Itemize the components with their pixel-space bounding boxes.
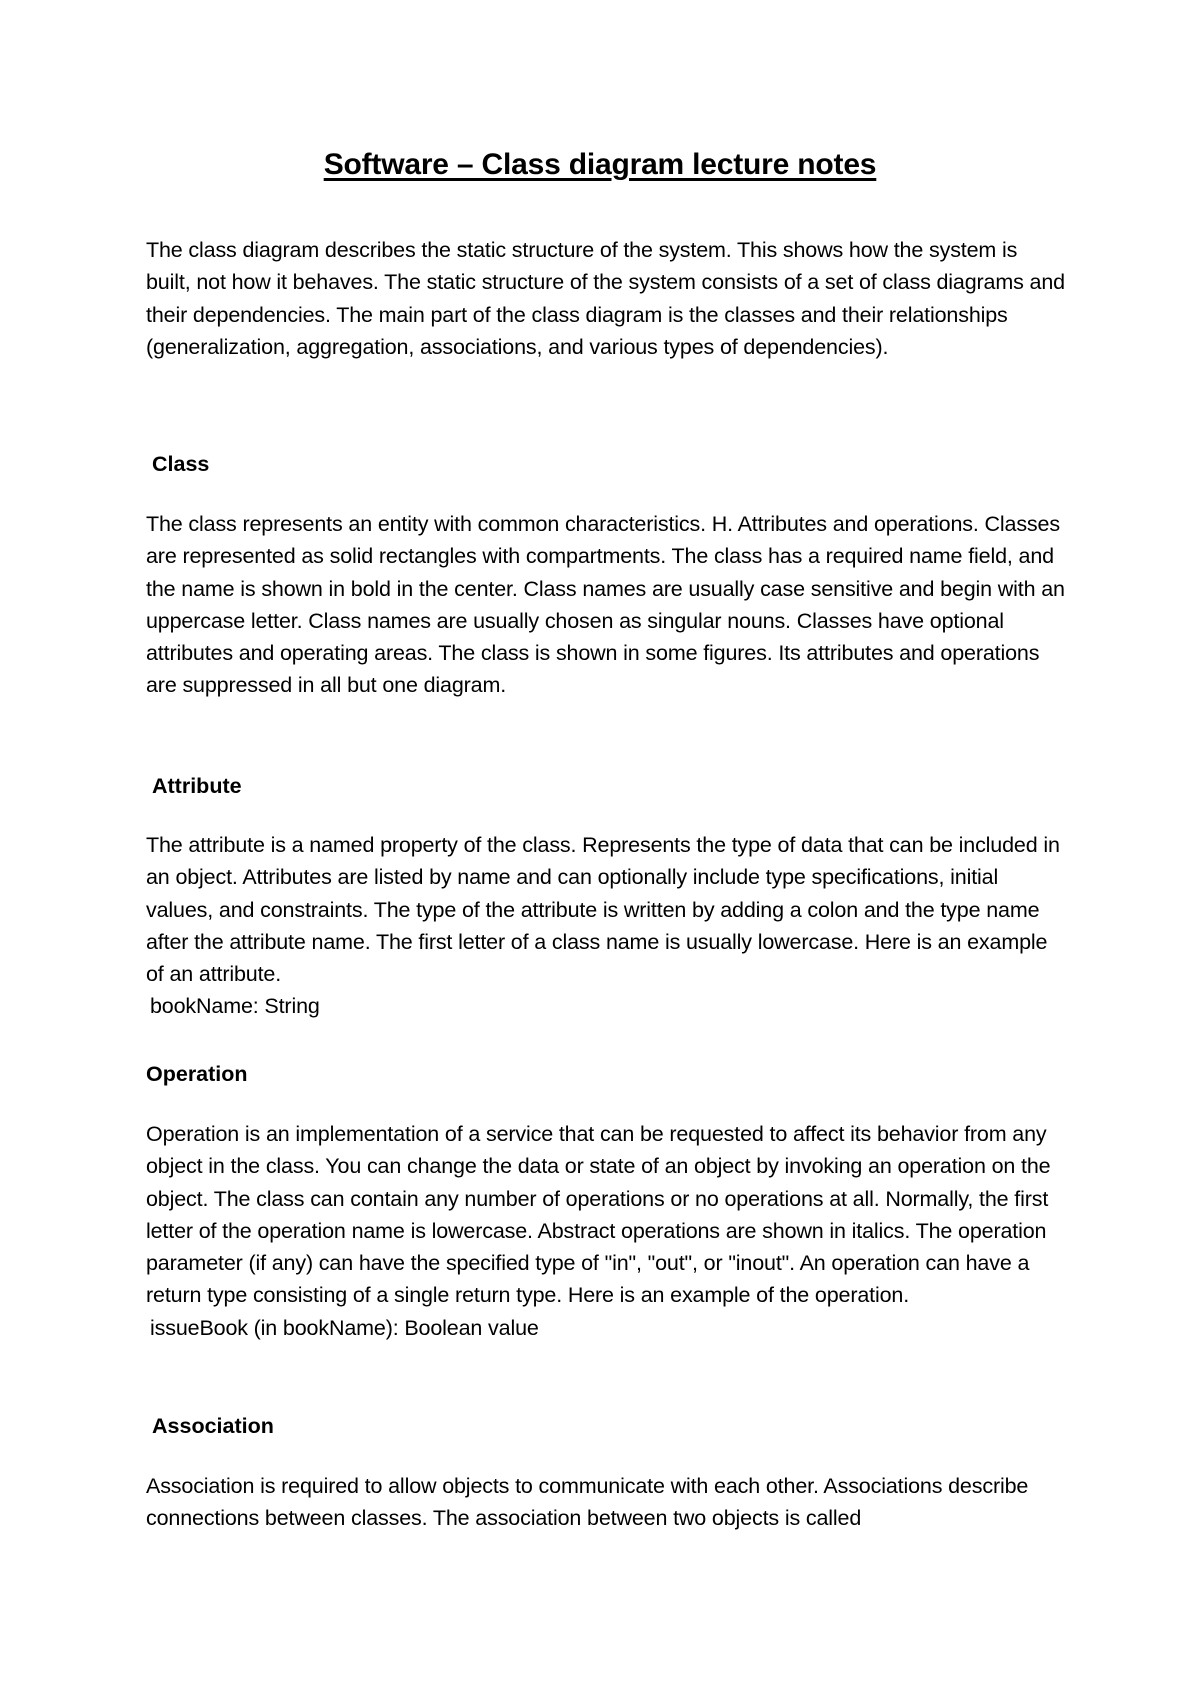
operation-paragraph: Operation is an implementation of a service that can be requested to affect its behavior from any object in the class. You can change the data or state of an object by invoking an operation on the object. The class can contain any number of operations or no operations at all. Normally, the first letter of the operation name is lowercase. Abstract operations are shown in italics. The operation parameter (if any) can have the specified type of "in", "out", or "inout". An operation can have a return type consisting of a single return type. Here is an example of the operation. bbox=[146, 1122, 1051, 1308]
attribute-section-body bbox=[146, 829, 1066, 1023]
operation-example: issueBook (in bookName): Boolean value bbox=[150, 1315, 539, 1340]
section-heading-class: Class bbox=[152, 452, 210, 476]
section-heading-association: Association bbox=[152, 1414, 274, 1438]
attribute-example: bookName: String bbox=[150, 994, 320, 1019]
operation-section-body bbox=[146, 1118, 1066, 1344]
class-paragraph: The class represents an entity with common characteristics. H. Attributes and operations. Classes are represented as solid rectangles with compartments. The class has a required name field, and the name is shown in bold in the center. Class names are usually case sensitive and begin with an uppercase letter. Class names are usually chosen as singular nouns. Classes have optional attributes and operating areas. The class is shown in some figures. Its attributes and operations are suppressed in all but one diagram. bbox=[146, 512, 1065, 698]
document-title: Software – Class diagram lecture notes bbox=[323, 148, 877, 181]
section-heading-attribute: Attribute bbox=[152, 774, 242, 798]
attribute-paragraph: The attribute is a named property of the class. Represents the type of data that can be included in an object. Attributes are listed by name and can optionally include type specifications, initial values, and constraints. The type of the attribute is written by adding a colon and the type name after the attribute name. The first letter of a class name is usually lowercase. Here is an example of an attribute. bbox=[146, 833, 1060, 987]
section-heading-operation: Operation bbox=[146, 1062, 248, 1086]
intro-paragraph: The class diagram describes the static structure of the system. This shows how the system is built, not how it behaves. The static structure of the system consists of a set of class diagrams and their dependencies. The main part of the class diagram is the classes and their relationships (generalization, aggregation, associations, and various types of dependencies). bbox=[146, 238, 1065, 359]
association-paragraph: Association is required to allow objects to communicate with each other. Associations describe connections between classes. The association between two objects is called bbox=[146, 1474, 1029, 1531]
